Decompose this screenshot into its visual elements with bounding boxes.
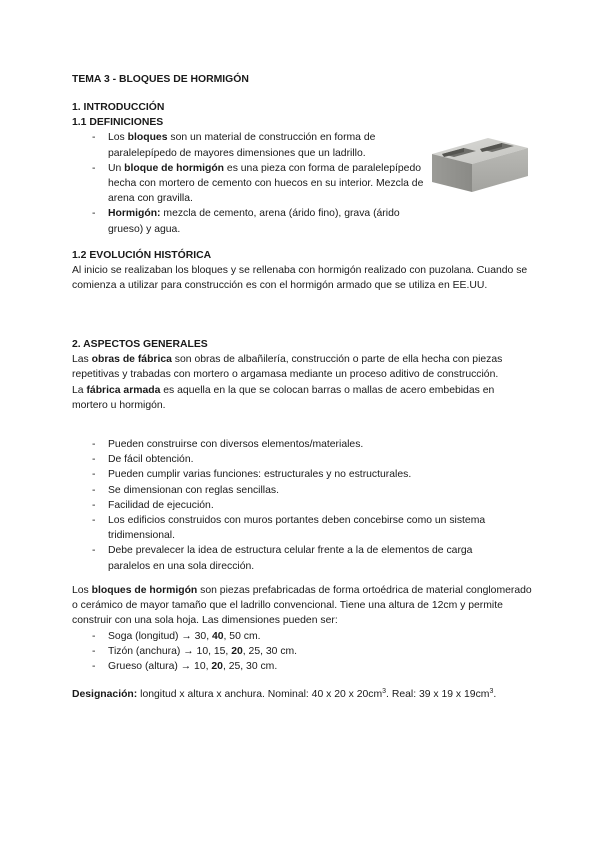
feature-item: - Debe prevalecer la idea de estructura celular frente a la de elementos de carga paralelos en una sola dirección. (72, 543, 492, 573)
definition-item: - Los bloques son un material de construcción en forma de paralelepípedo de mayores dimensiones que un ladrillo. (72, 130, 424, 160)
section-history (72, 248, 532, 294)
subsection-1-2-heading: 1.2 EVOLUCIÓN HISTÓRICA (72, 250, 212, 261)
bloques-paragraph: Los bloques de hormigón son piezas prefabricadas de forma ortoédrica de material conglomerado o cerámico de mayor tamaño que el ladrillo convencional. Tiene una altura de 12cm y permite construir con una sola hoja. Las dimensiones pueden ser: (72, 585, 532, 627)
concrete-blocks-block (72, 583, 532, 674)
subsection-1-1-heading: 1.1 DEFINICIONES (72, 117, 164, 129)
dimension-item: - Grueso (altura) → 10, 20, 25, 30 cm. (72, 659, 532, 674)
fabrica-armada-paragraph: La fábrica armada es aquella en la que se colocan barras o mallas de acero embebidas en mortero u hormigón. (72, 384, 495, 411)
feature-item: - De fácil obtención. (72, 452, 492, 467)
designation-line: Designación: longitud x altura x anchura. Nominal: 40 x 20 x $20cm^3$. Real: 39 x 19 x $19cm^3$. (72, 688, 497, 700)
features-list (72, 437, 492, 574)
feature-item: - Pueden construirse con diversos elementos/materiales. (72, 437, 492, 452)
feature-item: - Se dimensionan con reglas sencillas. (72, 483, 492, 498)
history-paragraph: Al inicio se realizaban los bloques y se rellenaba con hormigón realizado con puzolana. Cuando se comienza a utilizar para construcción es con el hormigón armado que se utiliza en EE.UU. (72, 265, 528, 292)
obras-de-fabrica-paragraph: Las obras de fábrica son obras de albañilería, construcción o parte de ella hecha con piezas repetitivas y trabadas con mortero o argamasa mediante un proceso aditivo de construcción. (72, 354, 503, 381)
dimension-item: - Soga (longitud) → 30, 40, 50 cm. (72, 629, 532, 644)
feature-item: - Facilidad de ejecución. (72, 498, 492, 513)
feature-item: - Pueden cumplir varias funciones: estructurales y no estructurales. (72, 467, 492, 482)
section-2-heading: 2. ASPECTOS GENERALES (72, 339, 208, 350)
section-1-heading: 1. INTRODUCCIÓN (72, 102, 165, 113)
definition-item: - Un bloque de hormigón es una pieza con forma de paralelepípedo hecha con mortero de cemento con huecos en su interior. Mezcla de arena con gravilla. (72, 161, 424, 207)
concrete-block-image (428, 128, 532, 196)
document-title: TEMA 3 - BLOQUES DE HORMIGÓN (72, 74, 249, 85)
dimensions-list (72, 629, 532, 675)
definitions-list (72, 130, 424, 236)
dimension-item: - Tizón (anchura) → 10, 15, 20, 25, 30 cm. (72, 644, 532, 659)
definition-item: - Hormigón: mezcla de cemento, arena (árido fino), grava (árido grueso) y agua. (72, 206, 424, 236)
designation-block (72, 687, 542, 702)
document-title-block (72, 72, 532, 87)
section-general-aspects (72, 337, 532, 413)
feature-item: - Los edificios construidos con muros portantes deben concebirse como un sistema tridimensional. (72, 513, 492, 543)
features-block (72, 437, 532, 574)
